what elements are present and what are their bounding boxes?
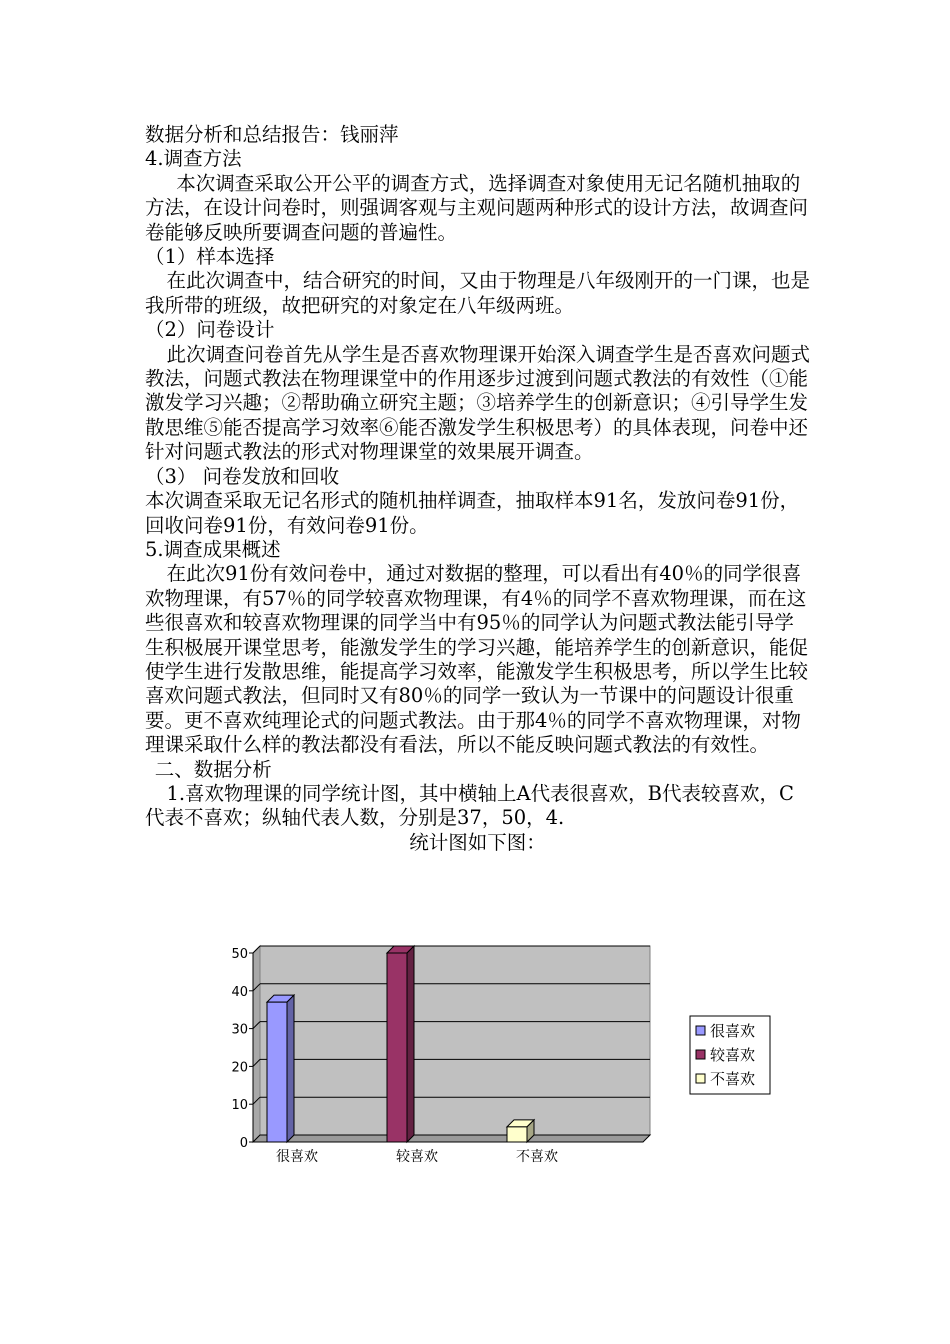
x-tick-label-0: 很喜欢: [276, 1149, 318, 1165]
bar-1: [387, 953, 407, 1142]
y-tick-label-2: 20: [231, 1060, 248, 1076]
paragraph-9: 5.调查成果概述: [145, 537, 281, 561]
paragraph-6: 此次调查问卷首先从学生是否喜欢物理课开始深入调查学生是否喜欢问题式教法，问题式教法在物理课堂中的作用逐步过渡到问题式教法的有效性（①能激发学习兴趣；②帮助确立研究主题；③培养学生的创新意识；④引导学生发散思维⑤能否提高学习效率⑥能否激发学生积极思考）的具体表现，问卷中还针对问题式教法的形式对物理课堂的效果展开调查。: [145, 342, 810, 464]
document-body: [145, 123, 810, 855]
paragraph-12: 1.喜欢物理课的同学统计图，其中横轴上A代表很喜欢，B代表较喜欢，C代表不喜欢；纵轴代表人数，分别是37，50，4.: [145, 781, 794, 830]
bar-0: [267, 1002, 287, 1142]
y-tick-label-3: 30: [231, 1022, 248, 1038]
paragraph-1: 4.调查方法: [145, 147, 242, 171]
plot-area: [260, 946, 650, 1135]
y-tick-label-4: 40: [231, 984, 248, 1000]
bar-side-0: [287, 995, 294, 1142]
paragraph-11: 二、数据分析: [154, 757, 272, 781]
plot-floor: [253, 1135, 650, 1142]
bar-chart: [220, 936, 780, 1166]
x-tick-label-2: 不喜欢: [516, 1149, 558, 1165]
y-tick-label-0: 0: [239, 1136, 248, 1151]
legend-label-2: 不喜欢: [710, 1070, 756, 1088]
legend-swatch-1: [696, 1050, 705, 1059]
paragraph-2: 本次调查采取公开公平的调查方式，选择调查对象使用无记名随机抽取的方法，在设计问卷时，则强调客观与主观问题两种形式的设计方法，故调查问卷能够反映所要调查问题的普遍性。: [145, 171, 809, 244]
legend-label-0: 很喜欢: [710, 1022, 756, 1040]
paragraph-8: 本次调查采取无记名形式的随机抽样调查，抽取样本91名，发放问卷91份，回收问卷91份，有效问卷91份。: [145, 489, 800, 537]
plot-side-wall: [253, 946, 260, 1142]
x-tick-label-1: 较喜欢: [396, 1149, 438, 1165]
bar-2: [507, 1127, 527, 1142]
paragraph-0: 数据分析和总结报告：钱丽萍: [145, 123, 399, 146]
legend-label-1: 较喜欢: [710, 1046, 756, 1064]
paragraph-3: （1）样本选择: [145, 245, 275, 269]
y-tick-label-5: 50: [231, 947, 248, 962]
paragraph-13: 统计图如下图：: [409, 830, 546, 854]
bar-side-1: [407, 946, 414, 1142]
y-tick-label-1: 10: [231, 1098, 248, 1114]
legend-swatch-2: [696, 1074, 705, 1083]
paragraph-7: （3） 问卷发放和回收: [145, 464, 340, 488]
paragraph-10: 在此次91份有效问卷中，通过对数据的整理，可以看出有40％的同学很喜欢物理课，有57％的同学较喜欢物理课，有4％的同学不喜欢物理课，而在这些很喜欢和较喜欢物理课的同学当中有95％的同学认为问题式教法能引导学生积极展开课堂思考，能激发学生的学习兴趣，能培养学生的创新意识，能促使学生进行发散思维，能提高学习效率，能激发学生积极思考，所以学生比较喜欢问题式教法，但同时又有80％的同学一致认为一节课中的问题设计很重要。更不喜欢纯理论式的问题式教法。由于那4％的同学不喜欢物理课，对物理课采取什么样的教法都没有看法，所以不能反映问题式教法的有效性。: [145, 562, 809, 757]
paragraph-4: 在此次调查中，结合研究的时间，又由于物理是八年级刚开的一门课，也是我所带的班级，故把研究的对象定在八年级两班。: [145, 269, 810, 317]
legend-swatch-0: [696, 1026, 705, 1035]
paragraph-5: （2）问卷设计: [145, 318, 275, 342]
bar-chart-svg: [220, 936, 780, 1166]
